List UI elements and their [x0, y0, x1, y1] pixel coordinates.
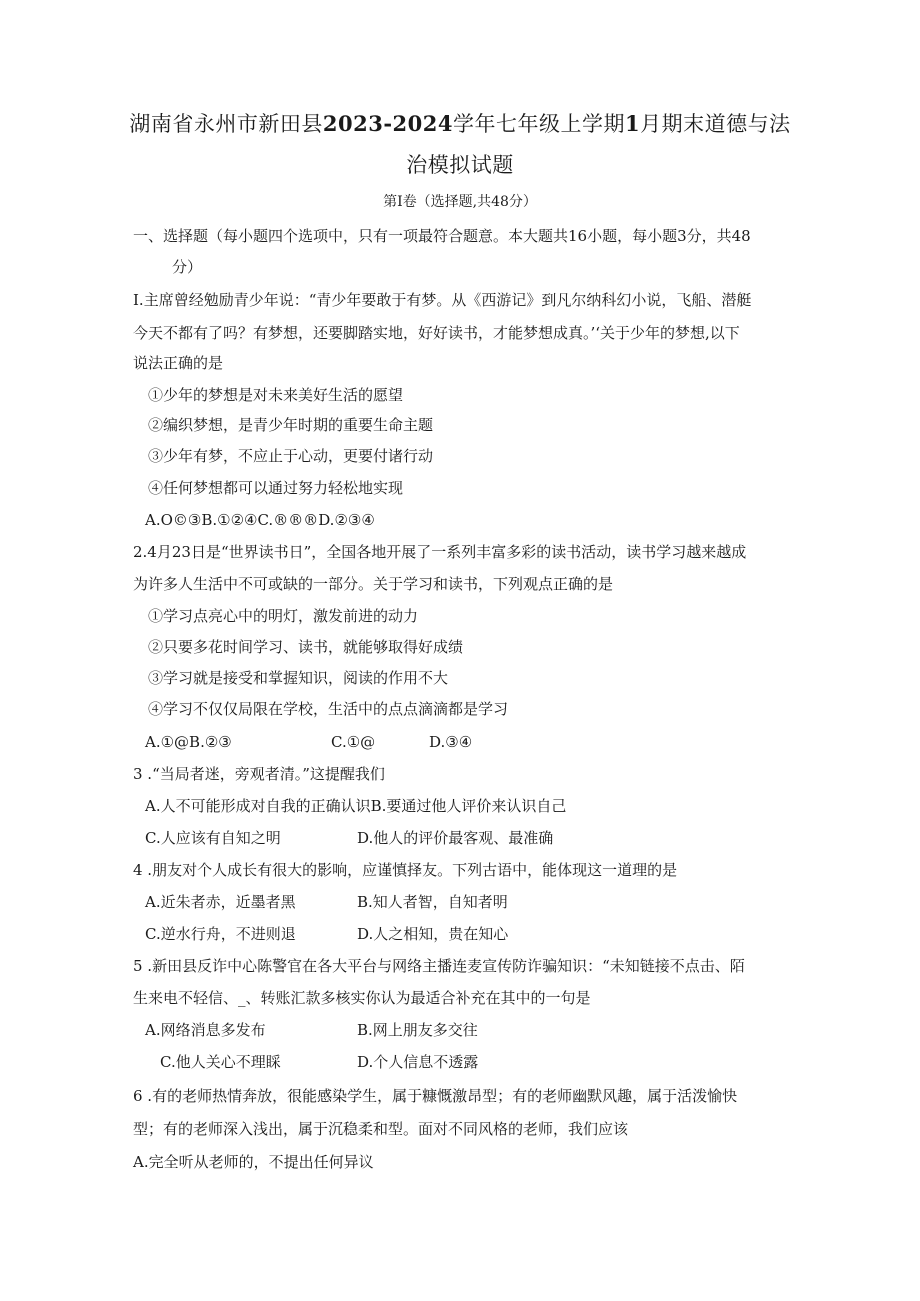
q3-option-ab: A.人不可能形成对自我的正确认识B.要通过他人评价来认识自己 [145, 797, 567, 815]
q2-stem-line-2: 为许多人生活中不可或缺的一部分。关于学习和读书，下列观点正确的是 [133, 575, 614, 593]
q3-option-c: C.人应该有自知之明 [145, 829, 281, 847]
q4-option-d: D.人之相知，贵在知心 [357, 925, 509, 943]
q3-stem: 3 .“当局者迷，旁观者清。”这提醒我们 [133, 765, 385, 783]
section-heading-cont: 分） [172, 258, 203, 276]
q5-option-d: D.个人信息不透露 [357, 1053, 479, 1071]
q1-item-3: ③少年有梦，不应止于心动，更要付诸行动 [148, 447, 434, 465]
q6-stem-line-1: 6 .有的老师热情奔放，很能感染学生，属于糠慨激昂型；有的老师幽默风趣，属于活泼愉快 [133, 1087, 738, 1105]
q4-stem: 4 .朋友对个人成长有很大的影响，应谨慎择友。下列古语中，能体现这一道理的是 [133, 861, 678, 879]
section-heading: 一、选择题（每小题四个选项中，只有一项最符合题意。本大题共16小题，每小题3分，共48 [133, 227, 751, 245]
q2-option-c: C.①@ [331, 733, 376, 751]
q1-item-2: ②编织梦想，是青少年时期的重要生命主题 [148, 416, 434, 434]
q5-stem-line-2: 生来电不轻信、_、转账汇款多核实你认为最适合补充在其中的一句是 [133, 989, 591, 1007]
q2-item-4: ④学习不仅仅局限在学校，生活中的点点滴滴都是学习 [148, 700, 509, 718]
q1-options: A.O©③B.①②④C.®®®D.②③④ [145, 511, 375, 529]
exam-title-line-2: 治模拟试题 [406, 153, 514, 177]
q1-item-4: ④任何梦想都可以通过努力轻松地实现 [148, 479, 404, 497]
q2-option-ab: A.①@B.②③ [145, 733, 232, 751]
q6-stem-line-2: 型；有的老师深入浅出，属于沉稳柔和型。面对不同风格的老师，我们应该 [133, 1120, 629, 1138]
q3-option-d: D.他人的评价最客观、最准确 [357, 829, 554, 847]
q2-option-d: D.③④ [429, 733, 473, 751]
q2-item-2: ②只要多花时间学习、读书，就能够取得好成绩 [148, 638, 464, 656]
exam-title-line-1: 湖南省永州市新田县2023-2024学年七年级上学期1月期末道德与法 [129, 111, 791, 136]
q4-option-b: B.知人者智，自知者明 [357, 893, 508, 911]
volume-heading: 第Ⅰ卷（选择题,共48分） [383, 194, 537, 210]
q6-option-a: A.完全听从老师的，不提出任何异议 [133, 1153, 374, 1171]
q1-stem-line-1: I.主席曾经勉励青少年说：“青少年要敢于有梦。从《西游记》到凡尔纳科幻小说，飞船、潜艇 [133, 291, 752, 309]
q1-stem-line-3: 说法正确的是 [133, 354, 224, 372]
q1-stem-line-2: 今天不都有了吗？有梦想，还要脚踏实地，好好读书，才能梦想成真。’‘关于少年的梦想,以下 [133, 324, 740, 342]
q2-item-3: ③学习就是接受和掌握知识，阅读的作用不大 [148, 669, 449, 687]
q4-option-a: A.近朱者赤，近墨者黑 [145, 893, 296, 911]
q2-item-1: ①学习点亮心中的明灯，激发前进的动力 [148, 607, 419, 625]
q5-option-a: A.网络消息多发布 [145, 1021, 266, 1039]
q2-stem-line-1: 2.4月23日是“世界读书日”，全国各地开展了一系列丰富多彩的读书活动，读书学习越来越成 [133, 543, 747, 561]
q5-stem-line-1: 5 .新田县反诈中心陈警官在各大平台与网络主播连麦宣传防诈骗知识：“未知链接不点击、陌 [133, 957, 745, 975]
q5-option-b: B.网上朋友多交往 [357, 1021, 478, 1039]
q5-option-c: C.他人关心不理睬 [160, 1053, 281, 1071]
q4-option-c: C.逆水行舟，不进则退 [145, 925, 296, 943]
q1-item-1: ①少年的梦想是对未来美好生活的愿望 [148, 386, 404, 404]
